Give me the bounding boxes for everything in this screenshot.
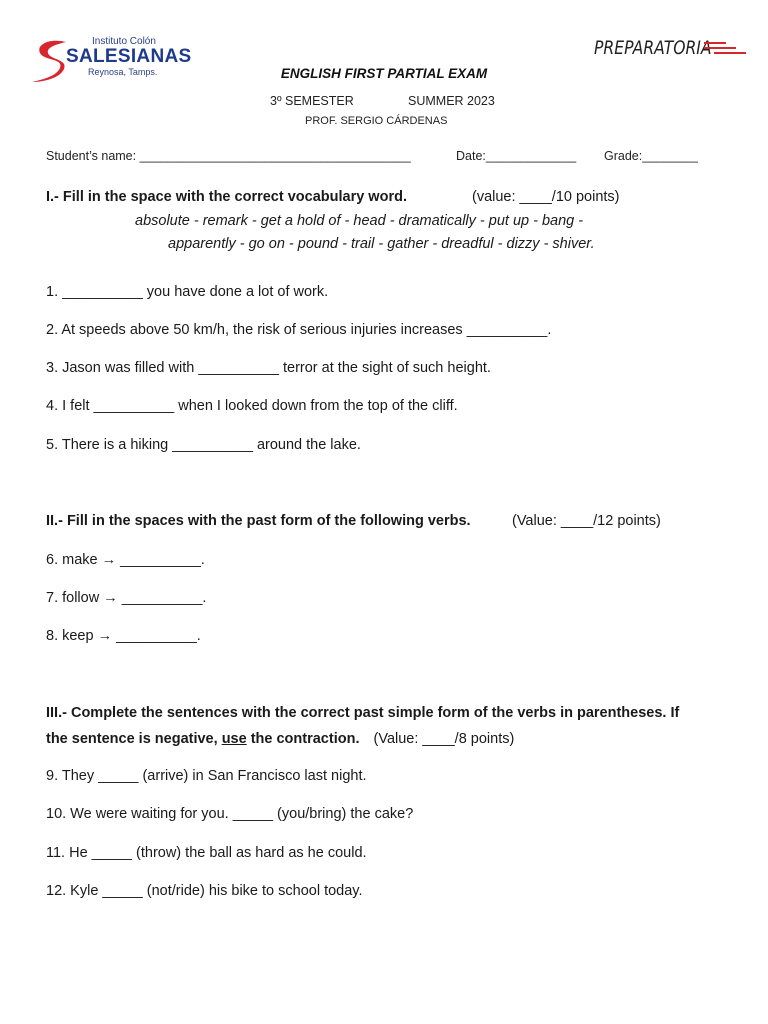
question-10: 10. We were waiting for you. _____ (you/bring) the cake? — [46, 806, 414, 822]
question-12: 12. Kyle _____ (not/ride) his bike to school today. — [46, 883, 363, 899]
question-1: 1. __________ you have done a lot of work. — [46, 284, 329, 300]
word-bank-line-1: absolute - remark - get a hold of - head - dramatically - put up - bang - — [135, 213, 584, 229]
term: SUMMER 2023 — [408, 94, 495, 108]
question-3: 3. Jason was filled with __________ terror at the sight of such height. — [46, 360, 491, 376]
logo-name: SALESIANAS — [66, 46, 192, 67]
logo-institute: Instituto Colón — [92, 36, 156, 47]
question-6: 6. make → __________. — [46, 552, 205, 568]
grade-field[interactable]: Grade:________ — [604, 149, 698, 163]
section3-heading-line2 — [46, 731, 514, 747]
section1-value: (value: ____/10 points) — [472, 189, 620, 205]
question-11: 11. He _____ (throw) the ball as hard as he could. — [46, 845, 367, 861]
decorative-lines-icon — [700, 40, 748, 56]
question-2: 2. At speeds above 50 km/h, the risk of serious injuries increases __________. — [46, 322, 552, 338]
question-5: 5. There is a hiking __________ around the lake. — [46, 437, 361, 453]
question-4: 4. I felt __________ when I looked down from the top of the cliff. — [46, 398, 458, 414]
date-field[interactable]: Date:_____________ — [456, 149, 577, 163]
teacher: PROF. SERGIO CÁRDENAS — [305, 115, 448, 127]
section2-value: (Value: ____/12 points) — [512, 513, 661, 529]
preparatoria-badge: PREPARATORIA — [594, 37, 712, 59]
section3-heading-underlined: use — [221, 731, 247, 747]
section1-heading: I.- Fill in the space with the correct vocabulary word. — [46, 189, 407, 205]
section3-heading-line1: III.- Complete the sentences with the correct past simple form of the verbs in parentheses. If — [46, 705, 680, 721]
section2-heading: II.- Fill in the spaces with the past form of the following verbs. — [46, 513, 471, 529]
question-8: 8. keep → __________. — [46, 628, 201, 644]
question-7: 7. follow → __________. — [46, 590, 207, 606]
word-bank-line-2: apparently - go on - pound - trail - gather - dreadful - dizzy - shiver. — [168, 236, 595, 252]
logo-city: Reynosa, Tamps. — [88, 67, 158, 77]
student-name-field[interactable]: Student’s name: _______________________________________ — [46, 149, 411, 163]
section3-value: (Value: ____/8 points) — [373, 731, 515, 747]
exam-title: ENGLISH FIRST PARTIAL EXAM — [280, 66, 488, 81]
section3-heading-part-a: the sentence is negative, — [46, 731, 222, 747]
section3-heading-part-b: the contraction. — [246, 731, 360, 747]
semester: 3º SEMESTER — [270, 94, 354, 108]
question-9: 9. They _____ (arrive) in San Francisco last night. — [46, 768, 367, 784]
